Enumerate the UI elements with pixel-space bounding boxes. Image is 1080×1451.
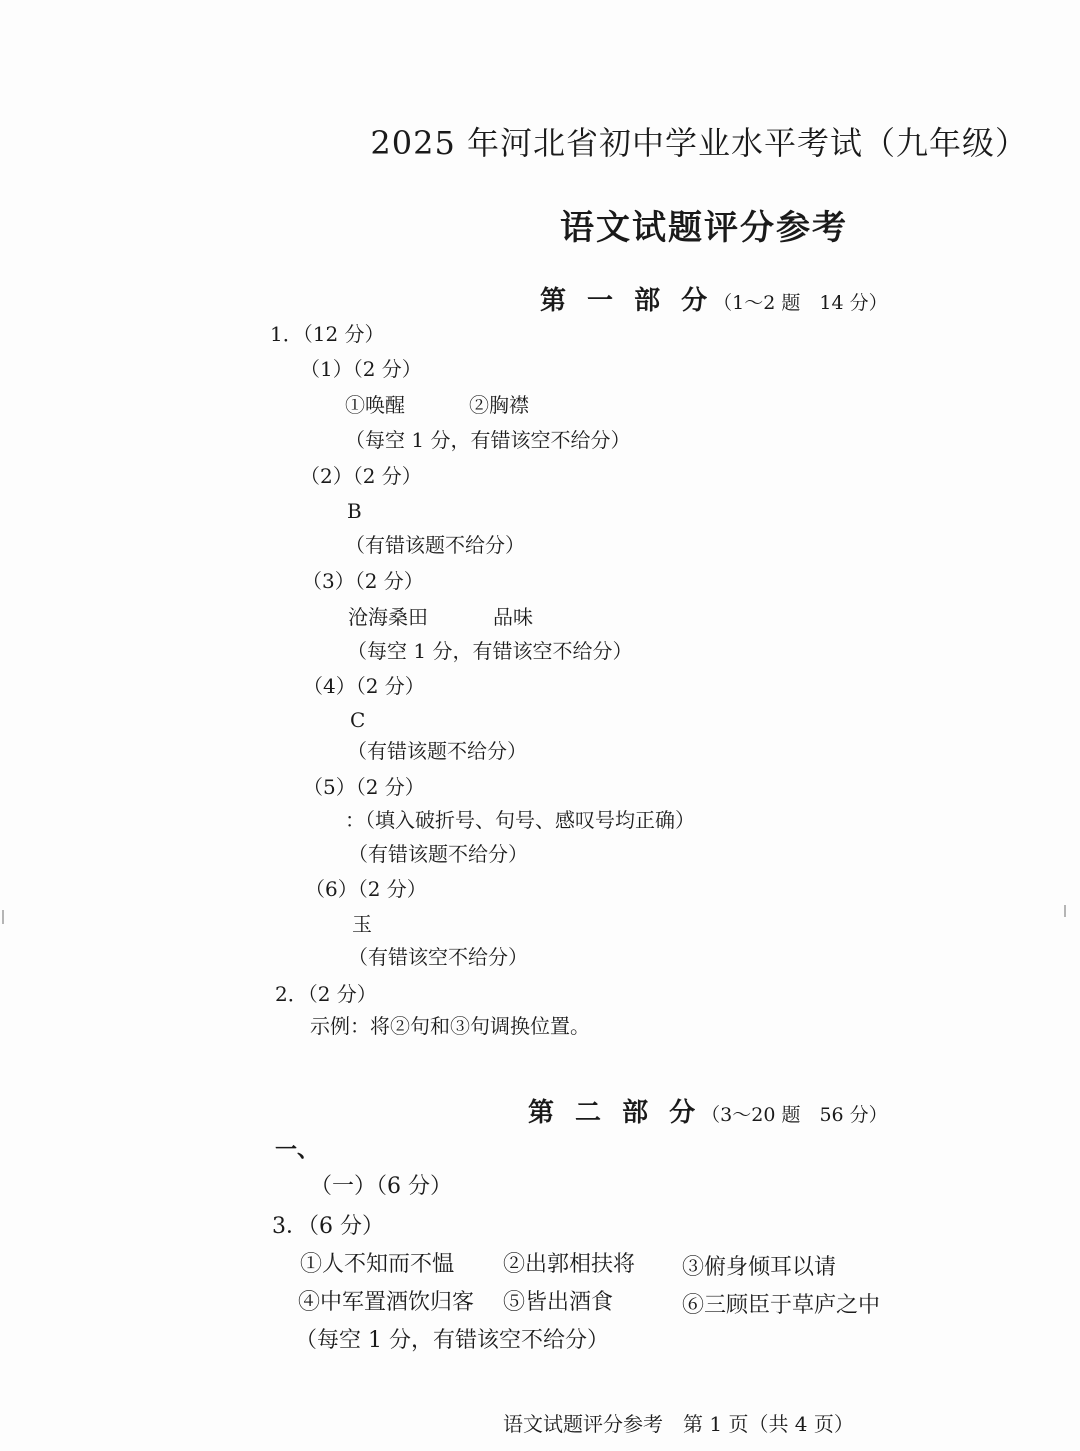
q1-sub3-note: （每空 1 分，有错该空不给分） [347, 639, 633, 663]
document-subtitle: 语文试题评分参考 [560, 208, 848, 248]
part1-heading [540, 280, 888, 317]
subsection-one-heading: （一）（6 分） [310, 1174, 452, 1199]
q1-sub4-note: （有错该题不给分） [347, 739, 527, 763]
q1-sub6-answer: 玉 [352, 912, 372, 936]
q1-sub2-label: （2）（2 分） [300, 464, 422, 488]
q1-sub5-answer: ：（填入破折号、句号、感叹号均正确） [345, 808, 695, 832]
part2-title: 第 二 部 分 [528, 1098, 702, 1128]
part1-title: 第 一 部 分 [540, 286, 714, 316]
q3-answer-1: ①人不知而不愠 [300, 1252, 455, 1277]
q3-answer-3: ③俯身倾耳以请 [682, 1255, 837, 1280]
q1-sub1-note: （每空 1 分，有错该空不给分） [345, 428, 631, 452]
part2-note: （3～20 题 56 分） [701, 1104, 888, 1126]
question-2-label: 2．（2 分） [275, 982, 377, 1006]
question-1-label: 1．（12 分） [270, 322, 385, 346]
scan-artifact [1064, 905, 1066, 917]
part2-heading [528, 1092, 888, 1129]
q1-sub2-note: （有错该题不给分） [345, 533, 525, 557]
exam-title: 2025 年河北省初中学业水平考试（九年级） [370, 124, 1028, 162]
q3-answer-2: ②出郭相扶将 [503, 1252, 636, 1277]
q3-note: （每空 1 分，有错该空不给分） [295, 1328, 609, 1353]
q3-answer-6: ⑥三顾臣于草庐之中 [682, 1293, 881, 1318]
q3-answer-5: ⑤皆出酒食 [503, 1290, 614, 1315]
part1-note: （1～2 题 14 分） [713, 292, 888, 314]
q2-answer: 示例：将②句和③句调换位置。 [310, 1014, 590, 1038]
q1-sub3-answer-b: 品味 [493, 605, 533, 629]
q1-sub1-label: （1）（2 分） [300, 357, 422, 381]
q3-answer-4: ④中军置酒饮归客 [298, 1290, 475, 1315]
q1-sub3-answer-a: 沧海桑田 [348, 605, 428, 629]
q1-sub3-label: （3）（2 分） [302, 569, 424, 593]
q1-sub4-answer: C [350, 708, 366, 732]
q1-sub5-note: （有错该题不给分） [348, 842, 528, 866]
q1-sub1-answer-b: ②胸襟 [469, 393, 529, 417]
q1-sub6-label: （6）（2 分） [305, 877, 427, 901]
scan-artifact [2, 910, 4, 924]
q1-sub6-note: （有错该空不给分） [348, 945, 528, 969]
question-3-label: 3．（6 分） [272, 1214, 384, 1239]
q1-sub1-answer-a: ①唤醒 [345, 393, 405, 417]
page-footer: 语文试题评分参考 第 1 页（共 4 页） [503, 1412, 854, 1436]
q1-sub5-label: （5）（2 分） [303, 775, 425, 799]
section-one-heading: 一、 [275, 1137, 320, 1163]
q1-sub4-label: （4）（2 分） [303, 674, 425, 698]
q1-sub2-answer: B [347, 499, 362, 523]
